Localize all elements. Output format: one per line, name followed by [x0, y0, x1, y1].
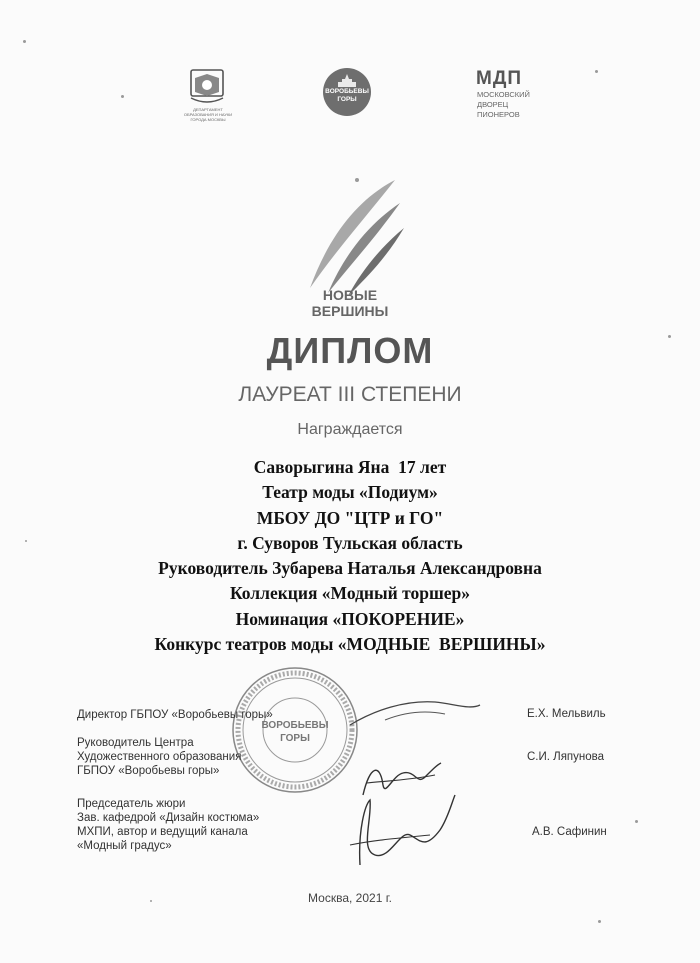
stamp-center-line-1: ВОРОБЬЕВЫ — [261, 720, 329, 731]
logo-line-2: ГОРЫ — [337, 96, 357, 103]
head-line-2: Художественного образования — [77, 751, 242, 763]
logo-line-1: ВОРОБЬЕВЫ — [325, 88, 369, 95]
head-line-1: Руководитель Центра — [77, 737, 194, 749]
jury-line-1: Председатель жюри — [77, 798, 186, 810]
jury-line-2: Зав. кафедрой «Дизайн костюма» — [77, 812, 260, 824]
head-title — [77, 736, 241, 778]
stamp-center-line-2: ГОРЫ — [280, 733, 310, 744]
speck — [598, 920, 601, 923]
mdp-logo-text — [477, 90, 530, 120]
jury-name: А.В. Сафинин — [532, 826, 607, 838]
signature-director — [345, 690, 485, 735]
award-line: Конкурс театров моды «МОДНЫЕ ВЕРШИНЫ» — [154, 634, 546, 655]
mdp-line-1: МОСКОВСКИЙ — [477, 90, 530, 99]
award-details — [0, 455, 700, 657]
mdp-line-2: ДВОРЕЦ — [477, 100, 509, 109]
signature-jury — [330, 790, 460, 870]
emblem-line-2: ВЕРШИНЫ — [311, 303, 389, 319]
mdp-logo-mark: МДП — [476, 68, 523, 89]
awarded-label: Награждается — [297, 421, 403, 438]
award-line: Саворыгина Яна 17 лет — [253, 457, 447, 477]
vorobyovy-gory-logo — [323, 68, 371, 116]
award-line: г. Суворов Тульская область — [237, 532, 463, 553]
jury-title — [77, 797, 259, 853]
award-line: Театр моды «Подиум» — [262, 482, 438, 503]
city-year: Москва, 2021 г. — [308, 891, 392, 905]
mdp-line-3: ПИОНЕРОВ — [477, 110, 520, 119]
award-line: МБОУ ДО "ЦТР и ГО" — [256, 507, 444, 528]
director-title: Директор ГБПОУ «Воробьевы горы» — [77, 709, 273, 721]
award-line: Руководитель Зубарева Наталья Александровна — [158, 558, 542, 579]
department-logo-text: ДЕПАРТАМЕНТ ОБРАЗОВАНИЯ И НАУКИ ГОРОДА МОСКВЫ — [183, 107, 233, 122]
speck — [635, 820, 638, 823]
jury-line-3: МХПИ, автор и ведущий канала — [77, 826, 248, 838]
building-icon — [337, 74, 357, 88]
speck — [23, 40, 26, 43]
laureate-degree: ЛАУРЕАТ III СТЕПЕНИ — [238, 383, 462, 406]
diploma-title: ДИПЛОМ — [266, 330, 434, 371]
speck — [121, 95, 124, 98]
emblem-line-1: НОВЫЕ — [322, 287, 378, 303]
award-line: Коллекция «Модный торшер» — [229, 583, 471, 604]
jury-line-4: «Модный градус» — [77, 840, 172, 852]
director-name: Е.Х. Мельвиль — [527, 708, 606, 720]
speck — [595, 70, 598, 73]
award-line: Номинация «ПОКОРЕНИЕ» — [235, 608, 465, 629]
novye-vershiny-emblem — [300, 178, 410, 300]
head-name: С.И. Ляпунова — [527, 751, 605, 763]
official-stamp — [230, 665, 360, 795]
head-line-3: ГБПОУ «Воробьевы горы» — [77, 765, 220, 777]
emblem-title — [270, 287, 430, 319]
